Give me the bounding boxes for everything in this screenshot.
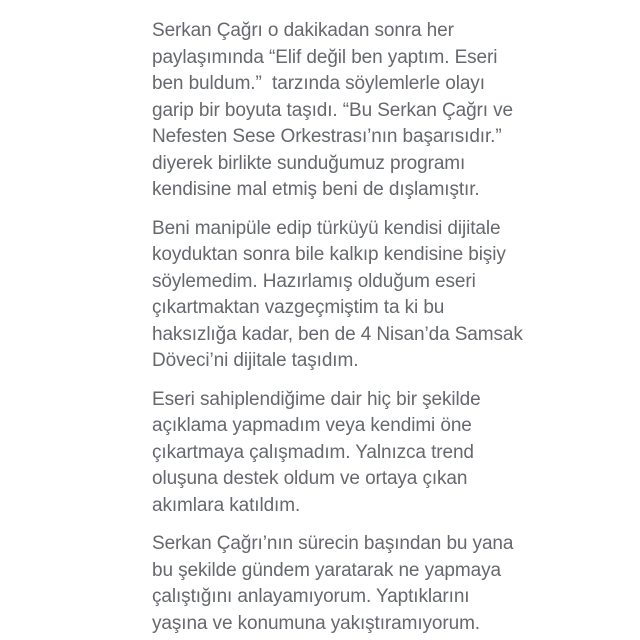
text-line: Eseri sahiplendiğime dair hiç bir şekilde xyxy=(152,388,481,410)
text-line: Serkan Çağrı’nın sürecin başından bu yana xyxy=(152,533,514,554)
text-line: çıkartmaktan vazgeçmiştim ta ki bu xyxy=(152,297,445,318)
text-line: garip bir boyuta taşıdı. “Bu Serkan Çağrı ve xyxy=(152,99,514,121)
text-line: Beni manipüle edip türküyü kendisi dijitale xyxy=(152,217,501,239)
text-line: açıklama yapmadım veya kendimi öne xyxy=(152,415,472,436)
text-line: haksızlığa kadar, ben de 4 Nisan’da Samsak xyxy=(152,323,523,345)
text-line: kendisine mal etmiş beni de dışlamıştır. xyxy=(152,179,480,200)
text-line: bu şekilde gündem yaratarak ne yapmaya xyxy=(152,559,501,581)
paragraph xyxy=(152,387,527,520)
text-line: söylemedim. Hazırlamış olduğum eseri xyxy=(152,270,476,292)
text-line: diyerek birlikte sunduğumuz programı xyxy=(152,152,466,174)
text-line: Döveci’ni dijitale taşıdım. xyxy=(152,350,359,371)
paragraph xyxy=(152,531,527,637)
text-line: ben buldum.” tarzında söylemlerle olayı xyxy=(152,73,485,94)
text-line: koyduktan sonra bile kalkıp kendisine bişiy xyxy=(152,244,506,265)
text-line: paylaşımında “Elif değil ben yaptım. Eseri xyxy=(152,46,498,68)
text-line: çalıştığını anlayamıyorum. Yaptıklarını xyxy=(152,586,470,607)
text-line: Serkan Çağrı o dakikadan sonra her xyxy=(152,20,454,41)
text-line: Nefesten Sese Orkestrası’nın başarısıdır.” xyxy=(152,126,502,147)
text-line: oluşuna destek oldum ve ortaya çıkan xyxy=(152,468,468,489)
text-post-body xyxy=(152,18,527,637)
text-line: çıkartmaya çalışmadım. Yalnızca trend xyxy=(152,441,474,463)
paragraph xyxy=(152,216,527,375)
paragraph xyxy=(152,18,527,204)
text-line: yaşına ve konumuna yakıştıramıyorum. xyxy=(152,612,480,634)
text-line: akımlara katıldım. xyxy=(152,494,301,516)
